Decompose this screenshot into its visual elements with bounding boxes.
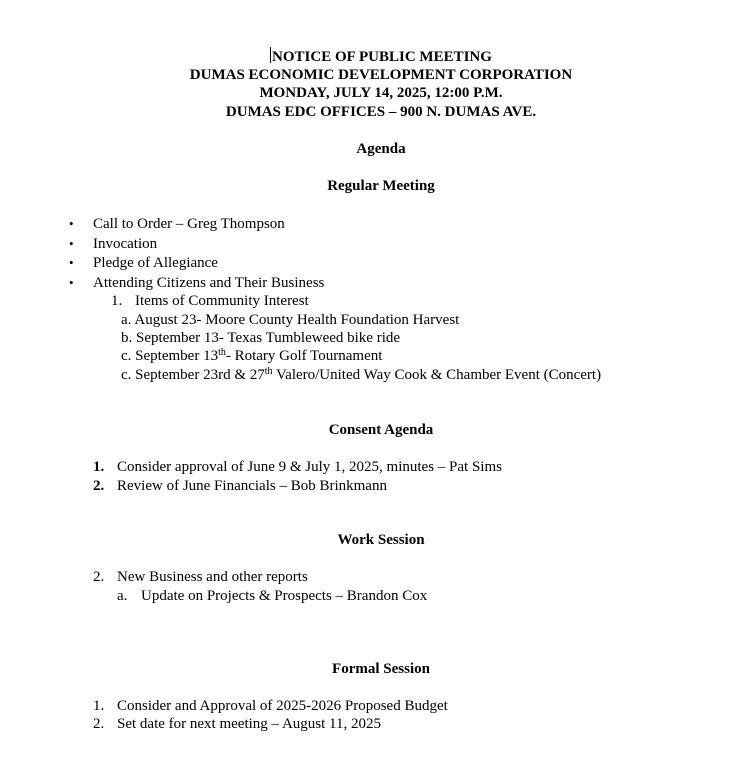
text-cursor — [270, 47, 271, 63]
list-item: Consider and Approval of 2025-2026 Proposed Budget — [117, 698, 448, 714]
item-number: 2. — [93, 716, 105, 732]
bullet-marker: • — [69, 275, 74, 290]
event-item: c. September 23rd & 27th Valero/United Way Cook & Chamber Event (Concert) — [121, 366, 602, 383]
item-number: 2. — [93, 478, 105, 494]
event-item: c. September 13th- Rotary Golf Tournament — [121, 347, 383, 364]
item-number: 2. — [93, 569, 105, 585]
sub-item-letter: a. — [117, 588, 128, 604]
bullet-marker: • — [69, 255, 74, 270]
agenda-heading: Agenda — [356, 141, 406, 157]
sub-item-number: 1. — [111, 293, 123, 309]
item-number: 1. — [93, 698, 105, 714]
event-item: b. September 13- Texas Tumbleweed bike ride — [121, 330, 401, 346]
formal-session-heading: Formal Session — [332, 661, 430, 677]
list-item: Set date for next meeting – August 11, 2025 — [117, 716, 381, 732]
list-item: Invocation — [93, 236, 158, 252]
sub-item-label: Items of Community Interest — [135, 293, 309, 309]
sub-item: Update on Projects & Prospects – Brandon Cox — [141, 588, 428, 604]
consent-agenda-heading: Consent Agenda — [328, 422, 434, 438]
list-item: Attending Citizens and Their Business — [93, 275, 325, 291]
work-session-heading: Work Session — [337, 532, 425, 548]
list-item: Pledge of Allegiance — [93, 255, 218, 271]
organization-name: DUMAS ECONOMIC DEVELOPMENT CORPORATION — [189, 67, 573, 83]
list-item: Review of June Financials – Bob Brinkmann — [117, 478, 387, 494]
notice-title: NOTICE OF PUBLIC MEETING — [272, 49, 492, 65]
item-number: 1. — [93, 459, 105, 475]
meeting-date: MONDAY, JULY 14, 2025, 12:00 P.M. — [259, 85, 503, 101]
list-item: New Business and other reports — [117, 569, 308, 585]
event-item: a. August 23- Moore County Health Foundation Harvest — [121, 312, 460, 328]
regular-meeting-heading: Regular Meeting — [327, 178, 435, 194]
meeting-location: DUMAS EDC OFFICES – 900 N. DUMAS AVE. — [225, 104, 537, 120]
bullet-marker: • — [69, 236, 74, 251]
bullet-marker: • — [69, 216, 74, 231]
list-item: Consider approval of June 9 & July 1, 2025, minutes – Pat Sims — [117, 459, 502, 475]
list-item: Call to Order – Greg Thompson — [93, 216, 285, 232]
